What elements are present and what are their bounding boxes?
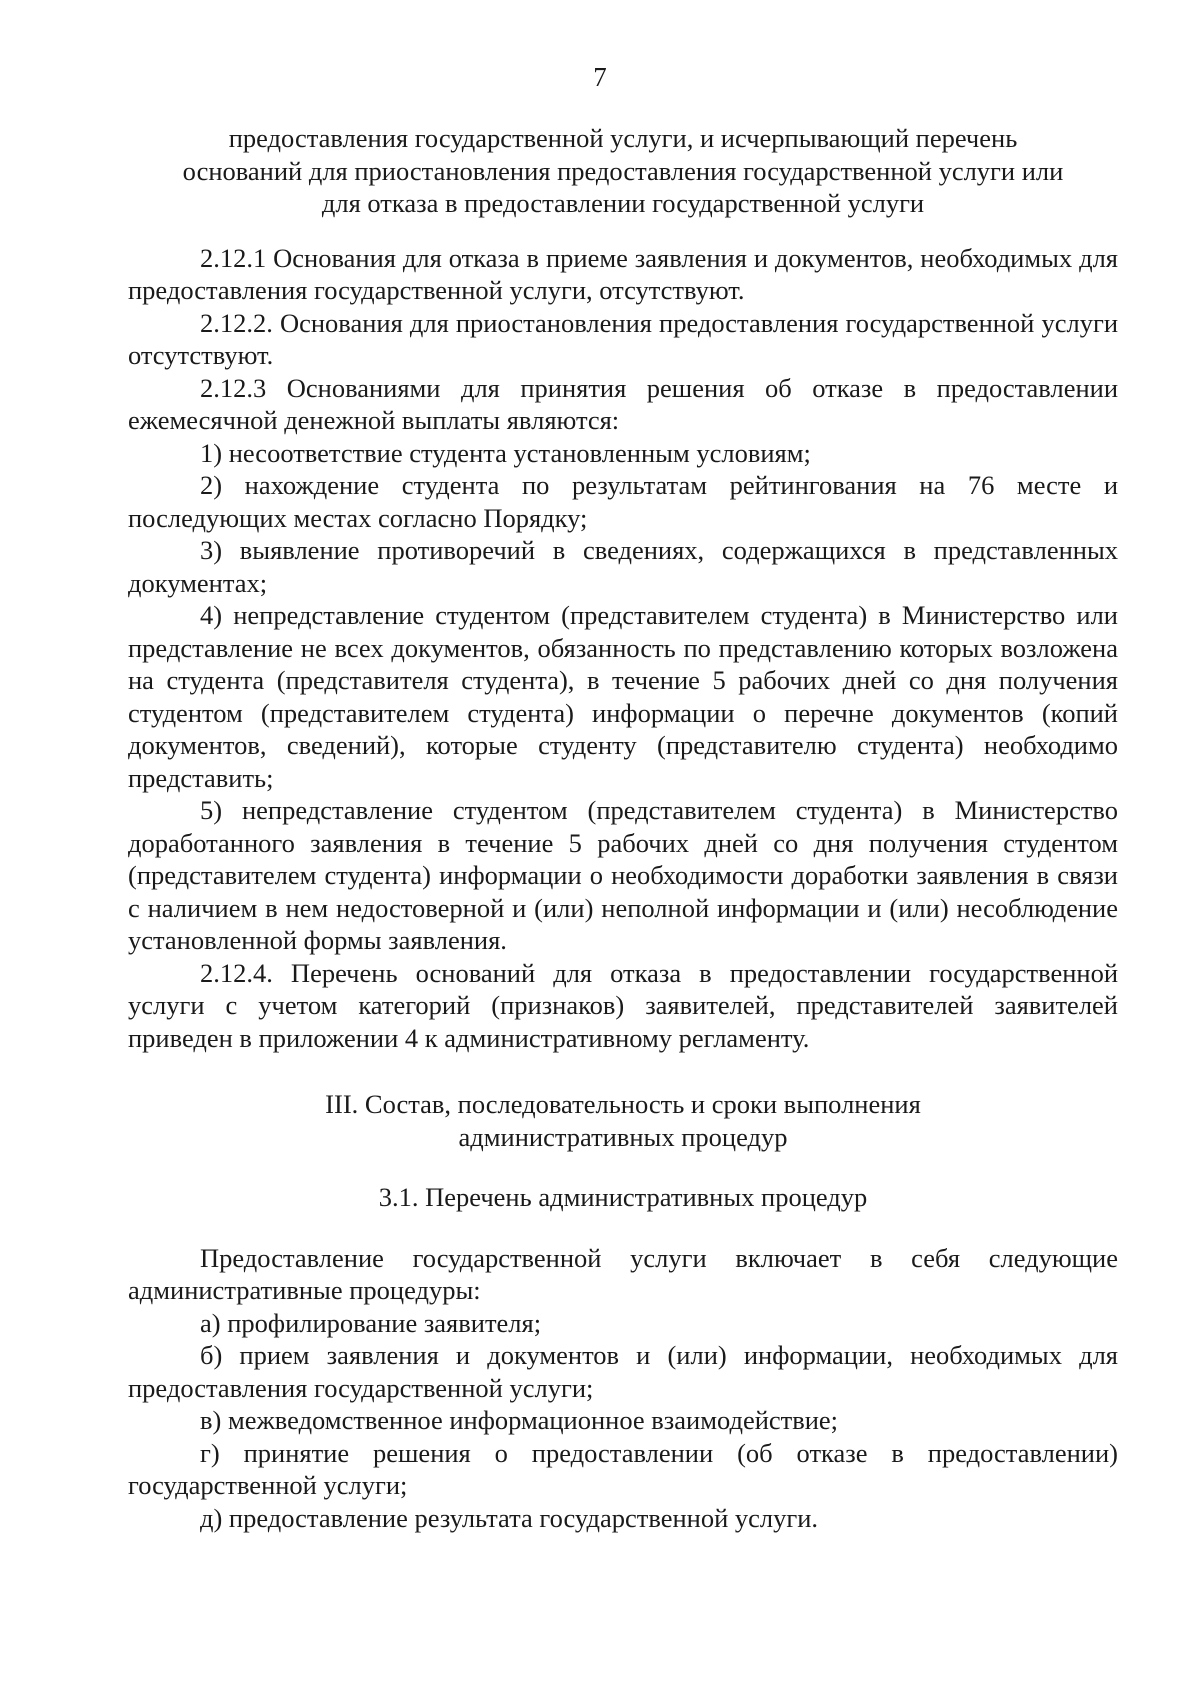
list-item: 4) непредставление студентом (представителем студента) в Министерство или представление не всех документов, обязанность по представлению которых возложена на студента (представителя студента), в течение 5 рабочих дней со дня получения студентом (представителем студента) информации о перечне документов (копий документов, сведений), которые студенту (представителю студента) необходимо представить; bbox=[128, 600, 1118, 793]
list-item: в) межведомственное информационное взаимодействие; bbox=[200, 1405, 839, 1435]
paragraph-2-12-2: 2.12.2. Основания для приостановления предоставления государственной услуги отсутствуют. bbox=[128, 307, 1118, 370]
section-heading-2-12 bbox=[128, 122, 1118, 220]
document-body bbox=[128, 122, 1118, 1534]
paragraph-3-1-intro: Предоставление государственной услуги включает в себя следующие административные процедуры: bbox=[128, 1242, 1118, 1305]
paragraph-2-12-1: 2.12.1 Основания для отказа в приеме заявления и документов, необходимых для предоставления государственной услуги, отсутствуют. bbox=[128, 242, 1118, 305]
heading-line: для отказа в предоставлении государственной услуги bbox=[321, 188, 925, 218]
heading-line: предоставления государственной услуги, и исчерпывающий перечень bbox=[228, 123, 1018, 153]
paragraph-2-12-3: 2.12.3 Основаниями для принятия решения об отказе в предоставлении ежемесячной денежной выплаты являются: bbox=[128, 372, 1118, 435]
list-item: д) предоставление результата государственной услуги. bbox=[200, 1502, 819, 1533]
paragraph-2-12-4: 2.12.4. Перечень оснований для отказа в предоставлении государственной услуги с учетом категорий (признаков) заявителей, представителей заявителей приведен в приложении 4 к административному регламенту. bbox=[128, 957, 1118, 1053]
section-heading-3-1: 3.1. Перечень административных процедур bbox=[378, 1182, 868, 1212]
section-heading-III bbox=[128, 1088, 1118, 1153]
heading-line: III. Состав, последовательность и сроки выполнения bbox=[325, 1089, 921, 1119]
list-item: а) профилирование заявителя; bbox=[200, 1307, 542, 1338]
list-item: 2) нахождение студента по результатам рейтингования на 76 месте и последующих местах согласно Порядку; bbox=[128, 470, 1118, 533]
page-number: 7 bbox=[593, 62, 607, 92]
heading-line: административных процедур bbox=[458, 1121, 788, 1152]
list-item: г) принятие решения о предоставлении (об отказе в предоставлении) государственной услуги; bbox=[128, 1437, 1118, 1500]
heading-line: оснований для приостановления предоставления государственной услуги или bbox=[182, 155, 1064, 186]
list-item: 5) непредставление студентом (представителем студента) в Министерство доработанного заявления в течение 5 рабочих дней со дня получения студентом (представителем студента) информации о необходимости доработки заявления в связи с наличием в нем недостоверной и (или) неполной информации и (или) несоблюдение установленной формы заявления. bbox=[128, 795, 1118, 955]
list-item: 3) выявление противоречий в сведениях, содержащихся в представленных документах; bbox=[128, 535, 1118, 598]
list-item: 1) несоответствие студента установленным условиям; bbox=[200, 437, 811, 468]
list-item: б) прием заявления и документов и (или) информации, необходимых для предоставления государственной услуги; bbox=[128, 1340, 1118, 1403]
